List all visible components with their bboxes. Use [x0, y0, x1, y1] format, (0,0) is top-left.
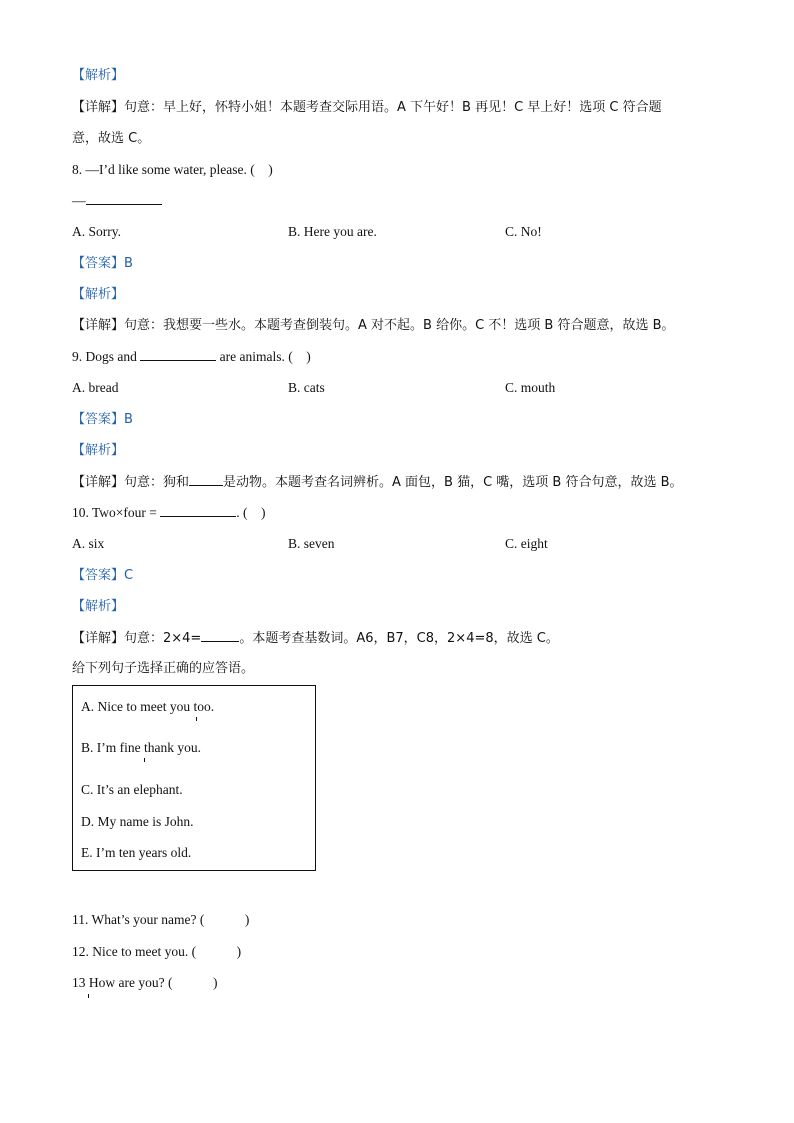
q10-detail-blank	[201, 629, 239, 642]
q8-reply-dash: —	[72, 193, 86, 208]
q10-detail	[72, 629, 559, 648]
q9-option-a: A. bread	[72, 380, 119, 395]
q7-detail-line2: 意，故选 C。	[72, 131, 151, 146]
q9-detail-post: 是动物。本题考查名词辨析。A 面包，B 猫，C 嘴，选项 B 符合句意，故选 B。	[223, 475, 683, 490]
q10-detail-pre: 【详解】句意：2×4=	[72, 631, 202, 646]
box-option-d: D. My name is John.	[81, 814, 194, 829]
q7-analysis-label: 【解析】	[72, 68, 125, 83]
q10-blank	[160, 504, 236, 517]
q9-detail	[72, 473, 683, 492]
q10-question-post: . ( )	[236, 505, 266, 520]
q11-question: 11. What’s your name? ( )	[72, 912, 250, 927]
q9-detail-blank	[189, 473, 223, 486]
q10-question-pre: 10. Two×four =	[72, 505, 161, 520]
q9-analysis-label: 【解析】	[72, 443, 125, 458]
box-option-a: A. Nice to meet you too.	[81, 699, 215, 714]
q8-question: 8. —I’d like some water, please. ( )	[72, 162, 273, 177]
q7-detail-line1: 【详解】句意：早上好，怀特小姐！本题考查交际用语。A 下午好！B 再见！C 早上好！选项 C 符合题	[72, 100, 662, 115]
answer-options-box	[72, 685, 316, 871]
q8-answer-text: 【答案】B	[72, 256, 133, 271]
q9-answer: 【答案】B	[72, 412, 133, 427]
q8-reply-blank	[86, 192, 162, 205]
q10-option-b: B. seven	[288, 536, 335, 551]
q9-question-post: are animals. ( )	[216, 349, 311, 364]
q8-option-b: B. Here you are.	[288, 224, 377, 239]
q10-option-a: A. six	[72, 536, 105, 551]
box-option-e: E. I’m ten years old.	[81, 845, 192, 860]
q10-detail-post: 。本题考查基数词。A6，B7，C8，2×4=8，故选 C。	[239, 631, 559, 646]
q10-analysis-label: 【解析】	[72, 599, 125, 614]
q8-reply-line	[72, 192, 162, 210]
comma-mark-b	[144, 758, 145, 762]
q13-question: 13 How are you? ( )	[72, 975, 218, 990]
q12-question: 12. Nice to meet you. ( )	[72, 944, 242, 959]
q8-option-a: A. Sorry.	[72, 224, 121, 239]
q9-option-c: C. mouth	[505, 380, 556, 395]
box-option-c: C. It’s an elephant.	[81, 782, 183, 797]
section-instruction: 给下列句子选择正确的应答语。	[72, 661, 255, 676]
q10-option-c: C. eight	[505, 536, 548, 551]
q9-detail-pre: 【详解】句意：狗和	[72, 475, 190, 490]
q8-answer	[72, 255, 133, 273]
box-option-b: B. I’m fine thank you.	[81, 740, 201, 755]
q10-answer: 【答案】C	[72, 568, 134, 583]
q8-detail: 【详解】句意：我想要一些水。本题考查倒装句。A 对不起。B 给你。C 不！选项 B 符合题意，故选 B。	[72, 318, 675, 333]
q8-option-c: C. No!	[505, 224, 542, 239]
q9-question-pre: 9. Dogs and	[72, 349, 141, 364]
q9-question	[72, 348, 311, 366]
q8-analysis-label: 【解析】	[72, 287, 125, 302]
q9-option-b: B. cats	[288, 380, 325, 395]
q13-dot-mark	[88, 994, 89, 998]
q10-question	[72, 504, 266, 522]
q9-blank	[140, 348, 216, 361]
comma-mark-a	[196, 717, 197, 721]
